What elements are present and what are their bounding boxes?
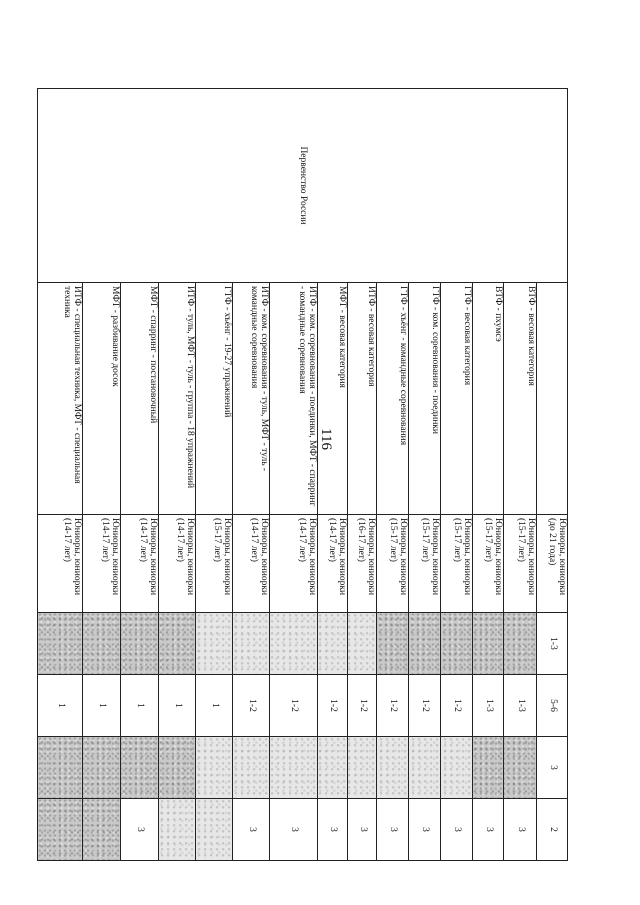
age-cell: Юниоры, юниорки (15-17 лет): [473, 515, 504, 613]
value-cell: [348, 737, 377, 799]
age-cell: Юниоры, юниорки (14-17 лет): [233, 515, 270, 613]
value-cell: 1-3: [537, 613, 568, 675]
age-cell: Юниоры, юниорки (14-17 лет): [159, 515, 196, 613]
discipline-cell: ВТФ - весовая категория: [504, 283, 537, 515]
value-cell: [233, 737, 270, 799]
value-cell: 1: [196, 675, 233, 737]
discipline-cell: ИТФ - туль, МФТ - туль - группа - 18 упражнений: [159, 283, 196, 515]
value-cell: [38, 799, 83, 861]
value-cell: [83, 613, 121, 675]
discipline-cell: ИТФ - специальная техника, МФТ - специальная техника: [38, 283, 83, 515]
age-cell: Юниоры, юниорки (14-17 лет): [83, 515, 121, 613]
value-cell: [473, 613, 504, 675]
value-cell: 1: [121, 675, 159, 737]
value-cell: 1-2: [441, 675, 473, 737]
value-cell: [409, 737, 441, 799]
value-cell: [233, 613, 270, 675]
value-cell: [38, 613, 83, 675]
discipline-cell: ГТФ - хъёнг - командные соревнования: [377, 283, 409, 515]
value-cell: [473, 737, 504, 799]
value-cell: [196, 613, 233, 675]
age-cell: Юниоры, юниорки (15-17 лет): [377, 515, 409, 613]
value-cell: [504, 737, 537, 799]
value-cell: [121, 737, 159, 799]
value-cell: [441, 613, 473, 675]
value-cell: [504, 613, 537, 675]
discipline-cell: МФТ - спарринг - постановочный: [121, 283, 159, 515]
discipline-cell: ГТФ - хъёнг - 19-27 упражнений: [196, 283, 233, 515]
value-cell: 3: [348, 799, 377, 861]
value-cell: 3: [233, 799, 270, 861]
age-cell: Юниоры, юниорки (до 21 года): [537, 515, 568, 613]
event-name: Первенство России: [38, 89, 568, 283]
value-cell: [83, 799, 121, 861]
value-cell: [377, 613, 409, 675]
discipline-cell: ИТФ - ком. соревнования - поединки, МФТ - спарринг - командные соревнования: [270, 283, 318, 515]
page-number: 116: [318, 428, 334, 450]
value-cell: 1-2: [233, 675, 270, 737]
value-cell: 3: [441, 799, 473, 861]
age-cell: Юниоры, юниорки (14-17 лет): [270, 515, 318, 613]
value-cell: [121, 613, 159, 675]
value-cell: [377, 737, 409, 799]
table-frame: [55, 88, 568, 860]
age-cell: Юниоры, юниорки (14-17 лет): [318, 515, 348, 613]
age-cell: Юниоры, юниорки (14-17 лет): [38, 515, 83, 613]
age-cell: Юниоры, юниорки (15-17 лет): [504, 515, 537, 613]
table-row: [537, 89, 568, 861]
discipline-cell: ГТФ - ком. соревнования - поединки: [409, 283, 441, 515]
value-cell: 5-6: [537, 675, 568, 737]
age-cell: Юниоры, юниорки (15-17 лет): [196, 515, 233, 613]
value-cell: 1: [159, 675, 196, 737]
value-cell: 3: [537, 737, 568, 799]
value-cell: [38, 737, 83, 799]
value-cell: 1-2: [270, 675, 318, 737]
value-cell: 3: [504, 799, 537, 861]
value-cell: [159, 613, 196, 675]
value-cell: [83, 737, 121, 799]
value-cell: [270, 737, 318, 799]
value-cell: 3: [473, 799, 504, 861]
value-cell: [196, 737, 233, 799]
value-cell: 2: [537, 799, 568, 861]
value-cell: [409, 613, 441, 675]
value-cell: 3: [121, 799, 159, 861]
value-cell: [348, 613, 377, 675]
value-cell: 3: [270, 799, 318, 861]
value-cell: [270, 613, 318, 675]
value-cell: 1-2: [409, 675, 441, 737]
value-cell: 3: [377, 799, 409, 861]
value-cell: [196, 799, 233, 861]
ranking-table: [37, 88, 568, 861]
discipline-cell: ГТФ - весовая категория: [441, 283, 473, 515]
discipline-cell: МФТ - разбивание досок: [83, 283, 121, 515]
discipline-cell: МФТ - весовая категория: [318, 283, 348, 515]
value-cell: [441, 737, 473, 799]
discipline-cell: ИТФ - ком. соревнования - туль, МФТ - туль - командные соревнования: [233, 283, 270, 515]
value-cell: [159, 799, 196, 861]
value-cell: 3: [409, 799, 441, 861]
age-cell: Юниоры, юниорки (16-17 лет): [348, 515, 377, 613]
value-cell: 3: [318, 799, 348, 861]
value-cell: 1-2: [348, 675, 377, 737]
landscape-table-container: [55, 88, 568, 860]
age-cell: Юниоры, юниорки (15-17 лет): [441, 515, 473, 613]
value-cell: 1-3: [473, 675, 504, 737]
age-cell: Юниоры, юниорки (14-17 лет): [121, 515, 159, 613]
value-cell: 1: [83, 675, 121, 737]
value-cell: 1: [38, 675, 83, 737]
value-cell: 1-2: [377, 675, 409, 737]
discipline-cell: ВТФ - пхумсэ: [473, 283, 504, 515]
age-cell: Юниоры, юниорки (15-17 лет): [409, 515, 441, 613]
value-cell: [159, 737, 196, 799]
value-cell: [318, 613, 348, 675]
value-cell: 1-3: [504, 675, 537, 737]
value-cell: 1-2: [318, 675, 348, 737]
value-cell: [318, 737, 348, 799]
discipline-cell: [537, 283, 568, 515]
discipline-cell: ИТФ - весовая категория: [348, 283, 377, 515]
